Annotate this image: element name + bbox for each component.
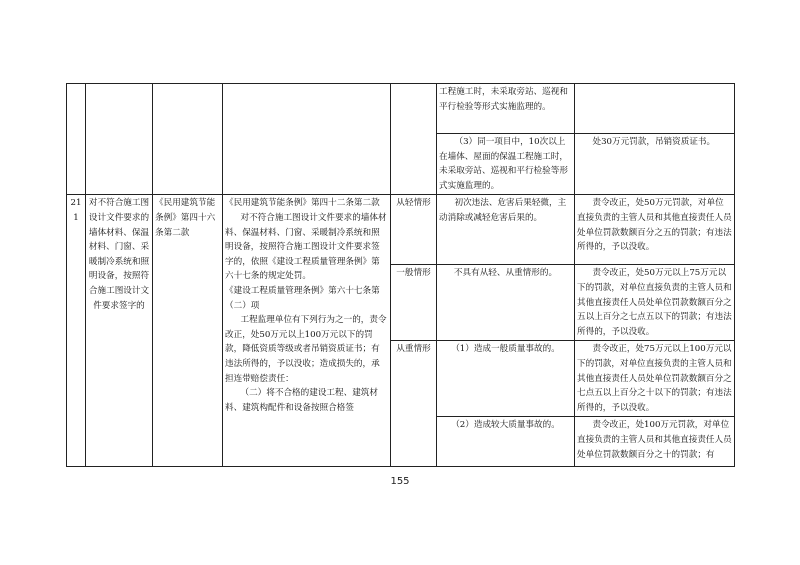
condition-light — [437, 195, 575, 265]
condition-normal: 不具有从轻、从重情形的。 — [437, 265, 575, 341]
basis-1-body: 对不符合施工图设计文件要求的墙体材料、保温材料、门窗、采暖制冷系统和照明设备，按照符合施工图设计文件要求签字的，依照《建设工程质量管理条例》第六十七条的规定处罚。 — [225, 212, 387, 282]
penalty-heavy-2-text: 责令改正，处100万元罚款，对单位直接负责的主管人员和其他直接责任人员处单位罚款数额百分之十的罚款；有 — [577, 420, 732, 460]
penalty-text: 处30万元罚款，吊销资质证书。 — [592, 137, 716, 147]
basis-short-cell-empty — [153, 84, 223, 195]
penalty-light-text: 责令改正，处50万元罚款，对单位直接负责的主管人员和其他直接责任人员处单位罚款数额百分之五的罚款；有违法所得的，予以没收。 — [577, 198, 732, 253]
basis-cell-empty — [223, 84, 391, 195]
table-row — [67, 195, 735, 265]
condition-heavy-1: （1）造成一般质量事故的。 — [437, 341, 575, 417]
condition-text: （3）同一项目中，10次以上在墙体、屋面的保温工程施工时，未采取旁站、巡视和平行检验等形式实施监理的。 — [439, 137, 568, 191]
seq-number: 211 — [67, 195, 86, 467]
table-row — [67, 84, 735, 134]
condition-text: 工程施工时，未采取旁站、巡视和平行检验等形式实施监理的。 — [439, 87, 568, 112]
matter-cell-empty — [86, 84, 153, 195]
basis-2-item: （二）将不合格的建设工程、建筑材料、建筑构配件和设备按照合格签 — [225, 388, 378, 413]
legal-basis — [223, 195, 391, 467]
violation-matter — [86, 195, 153, 467]
condition-cell — [437, 134, 575, 195]
seq-cell-empty — [67, 84, 86, 195]
penalty-normal — [575, 265, 735, 341]
condition-heavy-2: （2）造成较大质量事故的。 — [437, 417, 575, 467]
penalty-heavy-2 — [575, 417, 735, 467]
legal-basis-short — [153, 195, 223, 467]
level-cell-empty — [391, 84, 437, 195]
penalty-table — [66, 83, 735, 467]
penalty-light — [575, 195, 735, 265]
level-heavy: 从重情形 — [391, 341, 437, 467]
basis-2-body: 工程监理单位有下列行为之一的，责令改正，处50万元以上100万元以下的罚款，降低资质等级或者吊销资质证书；有违法所得的，予以没收；造成损失的，承担连带赔偿责任： — [225, 315, 387, 384]
penalty-heavy-1 — [575, 341, 735, 417]
penalty-cell-empty — [575, 84, 735, 134]
penalty-heavy-1-text: 责令改正，处75万元以上100万元以下的罚款，对单位直接负责的主管人员和其他直接责任人员处单位罚款数额百分之七点五以上百分之十以下的罚款；有违法所得的，予以没收。 — [577, 344, 732, 413]
level-light: 从轻情形 — [391, 195, 437, 265]
basis-1-title: 《民用建筑节能条例》第四十二条第二款 — [225, 198, 380, 209]
page-number: 155 — [390, 476, 410, 487]
legal-basis-short-text: 《民用建筑节能条例》第四十六条第二款 — [155, 198, 216, 238]
condition-light-text: 初次违法、危害后果轻微，主动消除或减轻危害后果的。 — [439, 198, 567, 223]
level-normal: 一般情形 — [391, 265, 437, 341]
penalty-cell — [575, 134, 735, 195]
penalty-normal-text: 责令改正，处50万元以上75万元以下的罚款，对单位直接负责的主管人员和其他直接责任人员处单位罚款数额百分之五以上百分之七点五以下的罚款；有违法所得的，予以没收。 — [577, 268, 732, 337]
basis-2-title: 《建设工程质量管理条例》第六十七条第（二）项 — [225, 285, 380, 311]
condition-cell — [437, 84, 575, 134]
violation-matter-text: 对不符合施工图设计文件要求的墙体材料、保温材料、门窗、采暖制冷系统和照明设备，按照符合施工图设计文件要求签字的 — [88, 198, 150, 311]
